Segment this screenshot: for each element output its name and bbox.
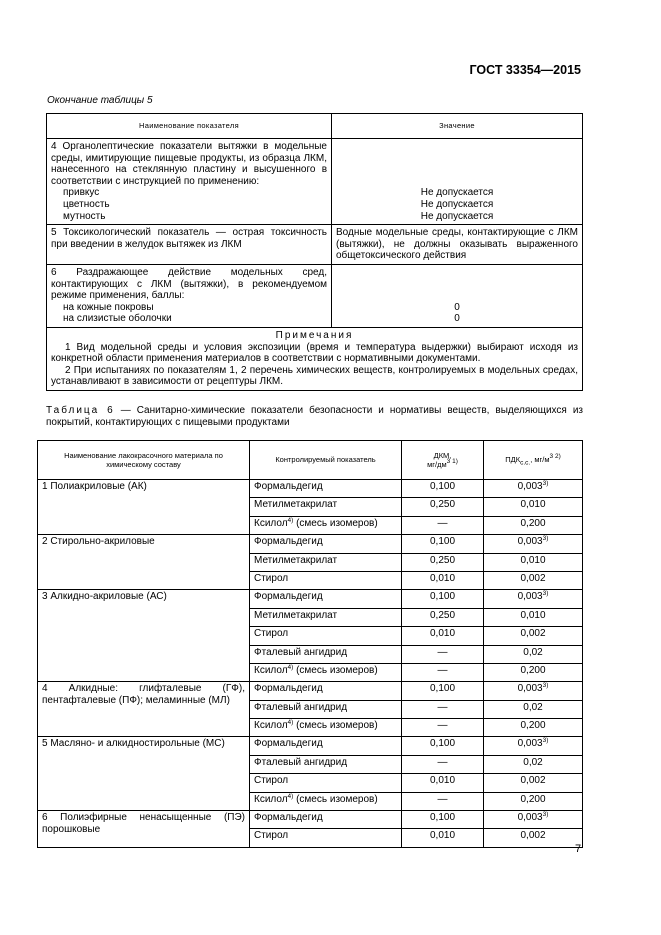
table-row <box>38 737 583 755</box>
t6-col-header-pdk: $ПДК_{с.с.}$, $мг/м^{3 2)}$ <box>484 441 583 480</box>
t5-row-6-sub-skin: на кожные покровы <box>63 301 154 313</box>
pdk-cell: 0,003$^{3)}$ <box>484 811 583 829</box>
pdk-cell: 0,003$^{3)}$ <box>484 590 583 608</box>
pdk-cell: 0,02 <box>484 700 583 718</box>
table-6-caption-label: Таблица 6 <box>46 405 115 416</box>
t5-row-6-val-skin: 0 <box>454 301 460 313</box>
pdk-cell: 0,002 <box>484 774 583 792</box>
dkm-cell: 0,010 <box>402 774 484 792</box>
t5-row-4 <box>47 139 583 225</box>
t5-notes-row <box>47 327 583 390</box>
t6-col-header-indicator: Контролируемый показатель <box>250 441 402 480</box>
dkm-cell: — <box>402 645 484 663</box>
t5-row-5-name: 5 Токсикологический показатель — острая токсичность при введении в желудок вытяжек из ЛКМ <box>47 225 332 265</box>
indicator-cell: Фталевый ангидрид <box>250 645 402 663</box>
dkm-cell: 0,250 <box>402 553 484 571</box>
table-6-caption <box>46 405 583 428</box>
t5-row-4-text: 4 Органолептические показатели вытяжки в модельные среды, имитирующие пищевые продукты, из образца ЛКМ, нанесенного на стеклянную пластину и высушенного в соответствии с инструкцией по применению: <box>51 141 327 187</box>
indicator-cell: Формальдегид <box>250 682 402 700</box>
document-code: ГОСТ 33354—2015 <box>469 63 581 77</box>
table-row <box>38 682 583 700</box>
table-row <box>38 811 583 829</box>
dkm-cell: 0,010 <box>402 829 484 847</box>
material-name: 6 Полиэфирные ненасыщенные (ПЭ) порошковые <box>38 811 250 848</box>
material-name: 3 Алкидно-акриловые (АС) <box>38 590 250 682</box>
dkm-cell: 0,250 <box>402 608 484 626</box>
t5-row-6 <box>47 264 583 327</box>
pdk-cell: 0,003$^{3)}$ <box>484 737 583 755</box>
material-name: 4 Алкидные: глифталевые (ГФ), пентафталевые (ПФ); меламинные (МЛ) <box>38 682 250 737</box>
indicator-cell: Формальдегид <box>250 737 402 755</box>
pdk-cell: 0,003$^{3)}$ <box>484 682 583 700</box>
table-continuation-label: Окончание таблицы 5 <box>47 95 153 106</box>
dkm-cell: 0,100 <box>402 811 484 829</box>
dkm-cell: — <box>402 792 484 810</box>
t5-row-4-name <box>47 139 332 225</box>
dkm-cell: 0,010 <box>402 571 484 589</box>
indicator-cell: Метилметакрилат <box>250 608 402 626</box>
dkm-cell: 0,100 <box>402 682 484 700</box>
t5-row-6-name <box>47 264 332 327</box>
t5-row-5 <box>47 225 583 265</box>
pdk-cell: 0,010 <box>484 553 583 571</box>
t5-col-header-value: Значение <box>332 114 583 139</box>
material-name: 5 Масляно- и алкидностирольные (МС) <box>38 737 250 811</box>
table-row <box>38 535 583 553</box>
pdk-cell: 0,003$^{3)}$ <box>484 480 583 498</box>
pdk-cell: 0,002 <box>484 571 583 589</box>
material-name: 2 Стирольно-акриловые <box>38 535 250 590</box>
indicator-cell: Стирол <box>250 774 402 792</box>
indicator-cell: Метилметакрилат <box>250 553 402 571</box>
pdk-cell: 0,002 <box>484 829 583 847</box>
t5-row-6-sub-mucosa: на слизистые оболочки <box>63 313 172 325</box>
pdk-cell: 0,02 <box>484 645 583 663</box>
indicator-cell: Формальдегид <box>250 811 402 829</box>
pdk-cell: 0,200 <box>484 516 583 534</box>
dkm-cell: — <box>402 755 484 773</box>
t6-col-header-dkm: ДКМ, $мг/дм^{3 1)}$ <box>402 441 484 480</box>
dkm-cell: 0,100 <box>402 737 484 755</box>
page-number: 7 <box>575 843 582 855</box>
t5-row-4-val-turbidity: Не допускается <box>420 210 494 222</box>
t5-row-4-sub-taste: привкус <box>63 187 100 199</box>
t5-row-4-val-taste: Не допускается <box>420 187 494 199</box>
material-name: 1 Полиакриловые (АК) <box>38 480 250 535</box>
indicator-cell: Фталевый ангидрид <box>250 700 402 718</box>
indicator-cell: Стирол <box>250 627 402 645</box>
dkm-cell: — <box>402 719 484 737</box>
notes-heading: Примечания <box>275 329 354 341</box>
dkm-cell: 0,100 <box>402 480 484 498</box>
dkm-cell: — <box>402 516 484 534</box>
t5-row-6-val-mucosa: 0 <box>454 313 460 325</box>
pdk-cell: 0,02 <box>484 755 583 773</box>
t6-body <box>38 480 583 848</box>
table-5 <box>46 113 583 391</box>
indicator-cell: Метилметакрилат <box>250 498 402 516</box>
indicator-cell: Ксилол$^{4)}$ (смесь изомеров) <box>250 516 402 534</box>
indicator-cell: Ксилол$^{4)}$ (смесь изомеров) <box>250 719 402 737</box>
t5-row-5-value: Водные модельные среды, контактирующие с ЛКМ (вытяжки), не должны оказывать выраженного общетоксического действия <box>332 225 583 265</box>
dkm-cell: 0,100 <box>402 535 484 553</box>
note-2: 2 При испытаниях по показателям 1, 2 перечень химических веществ, контролируемых в модельных средах, устанавливают в зависимости от рецептуры ЛКМ. <box>51 364 578 388</box>
dkm-cell: — <box>402 663 484 681</box>
pdk-cell: 0,200 <box>484 719 583 737</box>
indicator-cell: Стирол <box>250 571 402 589</box>
indicator-cell: Фталевый ангидрид <box>250 755 402 773</box>
indicator-cell: Формальдегид <box>250 535 402 553</box>
indicator-cell: Ксилол$^{4)}$ (смесь изомеров) <box>250 792 402 810</box>
indicator-cell: Ксилол$^{4)}$ (смесь изомеров) <box>250 663 402 681</box>
pdk-cell: 0,003$^{3)}$ <box>484 535 583 553</box>
dkm-cell: 0,100 <box>402 590 484 608</box>
indicator-cell: Стирол <box>250 829 402 847</box>
table-6 <box>37 440 583 848</box>
pdk-cell: 0,002 <box>484 627 583 645</box>
t5-notes <box>47 327 583 390</box>
indicator-cell: Формальдегид <box>250 590 402 608</box>
table-row <box>38 590 583 608</box>
note-1: 1 Вид модельной среды и условия экспозиции (время и температура выдержки) выбирают исходя из конкретной области применения материалов в соответствии с нормативными документами. <box>51 341 578 365</box>
t6-col-header-material: Наименование лакокрасочного материала по химическому составу <box>38 441 250 480</box>
table-row <box>38 480 583 498</box>
t5-col-header-name: Наименование показателя <box>47 114 332 139</box>
t5-row-4-value <box>332 139 583 225</box>
dkm-cell: — <box>402 700 484 718</box>
pdk-cell: 0,010 <box>484 608 583 626</box>
t5-row-4-val-color: Не допускается <box>420 198 494 210</box>
indicator-cell: Формальдегид <box>250 480 402 498</box>
pdk-cell: 0,200 <box>484 663 583 681</box>
table-6-caption-text: — Санитарно-химические показатели безопасности и нормативы веществ, выделяющихся из покрытий, контактирующих с пищевыми продуктами <box>46 405 583 428</box>
t5-row-4-sub-color: цветность <box>63 198 110 210</box>
dkm-cell: 0,010 <box>402 627 484 645</box>
dkm-cell: 0,250 <box>402 498 484 516</box>
pdk-cell: 0,010 <box>484 498 583 516</box>
t5-row-4-sub-turbidity: мутность <box>63 210 106 222</box>
t5-row-6-value <box>332 264 583 327</box>
pdk-cell: 0,200 <box>484 792 583 810</box>
t5-row-6-text: 6 Раздражающее действие модельных сред, контактирующих с ЛКМ (вытяжки), в рекомендуемом режиме применения, баллы: <box>51 266 327 302</box>
